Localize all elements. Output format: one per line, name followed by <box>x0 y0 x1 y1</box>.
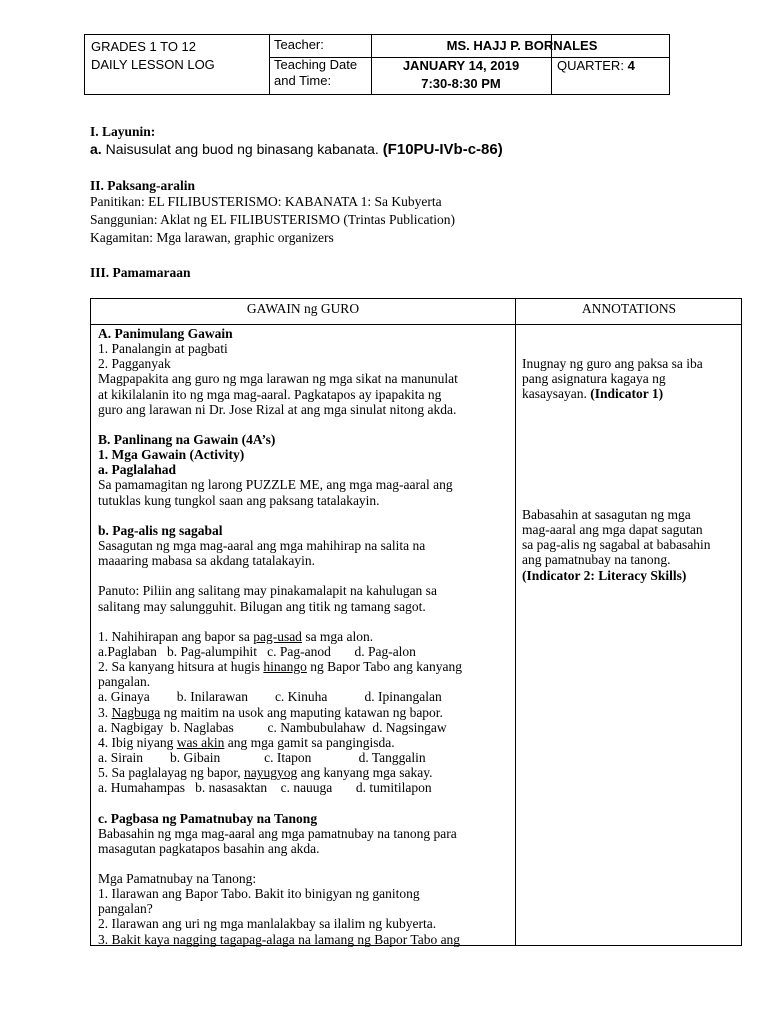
question-5: 5. Sa paglalayag ng bapor, nayugyog ang kanyang mga sakay. <box>98 765 433 781</box>
paglalahad-heading: a. Paglalahad <box>98 462 177 478</box>
section-a-heading: A. Panimulang Gawain <box>98 326 233 341</box>
text-line: sa pag-alis ng sagabal at babasahin <box>522 537 711 553</box>
question-3-choices: a. Nagbigay b. Naglabas c. Nambubulahaw d. Nagsingaw <box>98 719 447 735</box>
question-3: 3. Nagbuga ng maitim na usok ang maputing katawan ng bapor. <box>98 704 443 720</box>
text-line: pangalan? <box>98 901 153 917</box>
quarter-value: 4 <box>627 58 635 73</box>
teacher-label: Teacher: <box>274 37 324 52</box>
text-line: Babasahin at sasagutan ng mga <box>522 507 691 522</box>
objective-code: (F10PU-IVb-c-86) <box>382 141 503 158</box>
text-line: 3. Bakit kaya nagging tagapag-alaga na lamang ng Bapor Tabo ang <box>98 931 461 947</box>
text-line: mag-aaral ang mga dapat sagutan <box>522 522 703 538</box>
text-line: ang pamatnubay na tanong. <box>522 552 671 568</box>
quarter <box>557 57 635 75</box>
text-line: 2. Pagganyak <box>98 356 171 372</box>
activity-heading: 1. Mga Gawain (Activity) <box>98 447 245 463</box>
section-c-heading: c. Pagbasa ng Pamatnubay na Tanong <box>98 810 318 826</box>
header-table <box>84 34 670 95</box>
text-line: Mga Pamatnubay na Tanong: <box>98 871 257 887</box>
question-5-choices: a. Humahampas b. nasasaktan c. nauuga d. tumitilapon <box>98 780 432 796</box>
question-1-choices: a.Paglaban b. Pag-alumpihit c. Pag-anod d. Pag-alon <box>98 643 416 659</box>
col-header-gawain: GAWAIN ng GURO <box>246 301 360 316</box>
kagamitan: Kagamitan: Mga larawan, graphic organizers <box>90 230 334 245</box>
section-b-heading: B. Panlinang na Gawain (4A’s) <box>98 431 276 447</box>
text-line: Inugnay ng guro ang paksa sa iba <box>522 356 703 371</box>
question-4-choices: a. Sirain b. Gibain c. Itapon d. Tanggalin <box>98 749 426 765</box>
question-4: 4. Ibig niyang was akin ang mga gamit sa pangingisda. <box>98 734 395 750</box>
question-1: 1. Nahihirapan ang bapor sa pag-usad sa mga alon. <box>98 628 374 644</box>
gawain-column <box>98 326 462 947</box>
text-line: tutuklas kung tungkol saan ang paksang tatalakayin. <box>98 492 380 508</box>
datetime-label-1: Teaching Date <box>274 57 358 72</box>
pag-alis-heading: b. Pag-alis ng sagabal <box>98 522 223 538</box>
col-header-annotations: ANNOTATIONS <box>581 301 677 316</box>
quarter-label: QUARTER: <box>557 58 628 73</box>
lesson-table <box>90 298 742 946</box>
objective-prefix: a. <box>90 141 102 157</box>
text-line: 1. Ilarawan ang Bapor Tabo. Bakit ito binigyan ng ganitong <box>98 886 420 902</box>
text-line: pang asignatura kagaya ng <box>522 371 666 387</box>
question-2: 2. Sa kanyang hitsura at hugis hinango ng Bapor Tabo ang kanyang <box>98 659 463 675</box>
panuto-line: Panuto: Piliin ang salitang may pinakamalapit na kahulugan sa <box>98 583 437 599</box>
text-line: guro ang larawan ni Dr. Jose Rizal at ang mga sinulat nitong akda. <box>98 401 457 417</box>
log-label: DAILY LESSON LOG <box>91 57 215 72</box>
question-2-choices: a. Ginaya b. Inilarawan c. Kinuha d. Ipinangalan <box>98 689 442 705</box>
teaching-time: 7:30-8:30 PM <box>421 76 501 91</box>
annotation-2 <box>522 507 711 583</box>
text-line: kasaysayan. (Indicator 1) <box>522 386 664 402</box>
text-line: Sasagutan ng mga mag-aaral ang mga mahihirap na salita na <box>98 537 426 553</box>
text-line: 2. Ilarawan ang uri ng mga manlalakbay sa ilalim ng kubyerta. <box>98 916 437 932</box>
teaching-date: JANUARY 14, 2019 <box>402 58 520 73</box>
teacher-name: MS. HAJJ P. BORNALES <box>446 38 598 53</box>
pamamaraan-heading: III. Pamamaraan <box>90 265 191 280</box>
datetime-label-2: and Time: <box>274 73 332 88</box>
question-2-cont: pangalan. <box>98 674 151 690</box>
layunin-objective <box>90 141 503 159</box>
panitikan: Panitikan: EL FILIBUSTERISMO: KABANATA 1: Sa Kubyerta <box>90 194 442 209</box>
text-line: Sa pamamagitan ng larong PUZZLE ME, ang mga mag-aaral ang <box>98 477 453 493</box>
annotation-1 <box>522 356 703 401</box>
text-line: Babasahin ng mga mag-aaral ang mga pamatnubay na tanong para <box>98 825 457 841</box>
text-line: masagutan pagkatapos basahin ang akda. <box>98 840 320 856</box>
indicator-2: (Indicator 2: Literacy Skills) <box>522 567 687 583</box>
grade-label: GRADES 1 TO 12 <box>91 39 197 54</box>
objective-text: Naisusulat ang buod ng binasang kabanata. <box>101 141 383 157</box>
indicator-1: (Indicator 1) <box>590 386 664 402</box>
layunin-heading: I. Layunin: <box>90 124 156 139</box>
text-line: at kikilalanin ito ng mga mag-aaral. Pagkatapos ay ipapakita ng <box>98 386 442 402</box>
text-line: maaaring mabasa sa akdang tatalakayin. <box>98 553 316 569</box>
text-line: Magpapakita ang guro ng mga larawan ng mga sikat na manunulat <box>98 371 458 387</box>
paksang-aralin-heading: II. Paksang-aralin <box>90 178 196 193</box>
text-line: 1. Panalangin at pagbati <box>98 341 228 357</box>
sanggunian: Sanggunian: Aklat ng EL FILIBUSTERISMO (Trintas Publication) <box>90 212 455 227</box>
panuto-line: salitang may salungguhit. Bilugan ang titik ng tamang sagot. <box>98 598 426 614</box>
